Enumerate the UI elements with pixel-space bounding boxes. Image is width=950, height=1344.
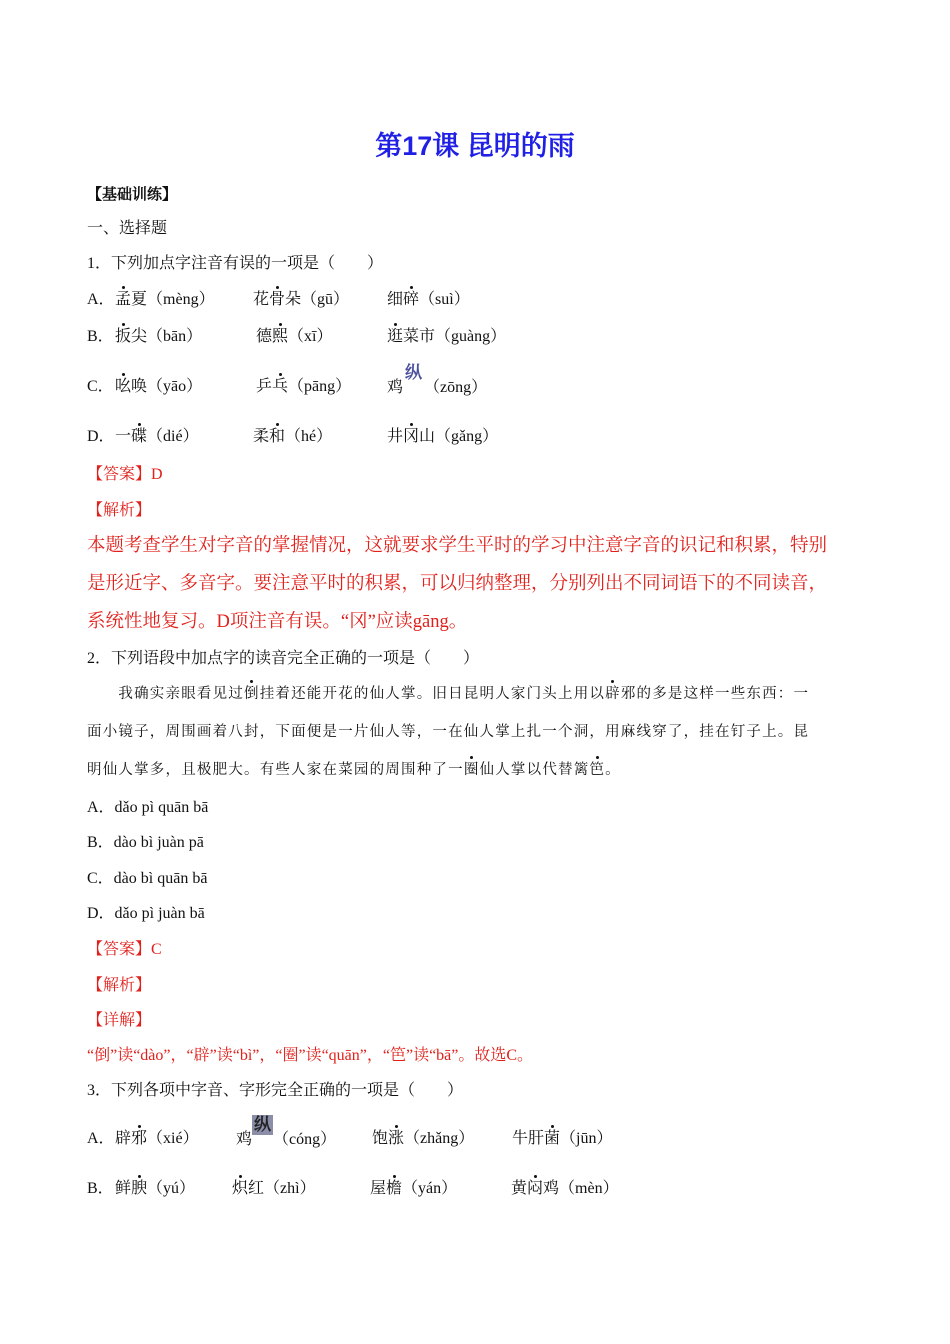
emphasized-char: 和	[269, 428, 286, 445]
text-segment: （pāng）	[288, 378, 352, 395]
emphasized-char: 闷	[527, 1180, 544, 1197]
option-label: B．	[87, 1180, 114, 1197]
text-segment: （hé）	[285, 428, 333, 445]
option-item	[387, 427, 498, 447]
emphasized-char: 冈	[403, 428, 420, 445]
option-item	[236, 1115, 337, 1150]
text-segment: （suì）	[419, 291, 470, 308]
emphasized-char: 逛	[387, 328, 404, 345]
option-item	[370, 1179, 457, 1199]
text-segment: （yán）	[402, 1180, 458, 1197]
emphasized-char: 乓	[272, 378, 289, 395]
option-item	[253, 290, 349, 310]
option-item	[115, 377, 202, 397]
page-title: 第17课 昆明的雨	[375, 131, 575, 161]
option-item	[387, 290, 470, 310]
q2-stem: 2．下列语段中加点字的读音完全正确的一项是（ ）	[87, 650, 480, 667]
text-segment: 黄	[511, 1180, 528, 1197]
option-item	[115, 1129, 199, 1149]
text-segment: 朵（gū）	[285, 291, 350, 308]
q2-option-a: A．dǎo pì quān bā	[87, 799, 209, 816]
text-segment: 明仙人掌多，且极肥大。有些人家在菜园的周围种了一	[87, 762, 464, 778]
text-segment: 花	[253, 291, 270, 308]
emphasized-char: 邪	[131, 1130, 148, 1147]
q3-option-b	[87, 1179, 787, 1203]
option-item	[256, 327, 332, 347]
q1-option-c	[87, 363, 787, 401]
text-segment: 夏（mèng）	[131, 291, 215, 308]
q3-option-a	[87, 1115, 787, 1153]
text-segment: 井	[387, 428, 404, 445]
emphasized-char: 倒	[244, 686, 260, 702]
text-segment: （xié）	[147, 1130, 199, 1147]
option-item	[253, 427, 332, 447]
option-label: D．	[87, 428, 115, 445]
text-segment: 一	[115, 428, 132, 445]
text-segment: 辟	[115, 1130, 132, 1147]
text-segment: 鲜	[115, 1180, 132, 1197]
part-heading: 一、选择题	[87, 220, 168, 237]
text-segment: 德	[256, 328, 273, 345]
text-segment: 牛肝	[512, 1130, 545, 1147]
embedded-char-image: 纵	[254, 1115, 272, 1134]
q1-analysis-line: 是形近字、多音字。要注意平时的积累，可以归纳整理，分别列出不同词语下的不同读音，	[87, 574, 828, 594]
emphasized-char: 圈	[463, 762, 480, 778]
option-item	[115, 427, 199, 447]
text-segment: 山（gǎng）	[419, 428, 499, 445]
embedded-char-image: 纵	[405, 363, 423, 382]
q1-option-d	[87, 427, 787, 451]
option-label: A．	[87, 291, 115, 308]
q1-analysis-label: 【解析】	[87, 502, 152, 519]
emphasized-char: 碎	[403, 291, 420, 308]
emphasized-char: 涨	[388, 1130, 405, 1147]
text-segment: （yú）	[147, 1180, 196, 1197]
text-segment: 乒	[256, 378, 273, 395]
text-segment: 尖（bān）	[131, 328, 203, 345]
option-label: C．	[87, 378, 114, 395]
text-segment: 屋	[370, 1180, 387, 1197]
text-segment: 唤（yāo）	[131, 378, 203, 395]
emphasized-char: 腴	[131, 1180, 148, 1197]
q2-option-c: C．dào bì quān bā	[87, 870, 208, 887]
text-segment: 。	[605, 762, 621, 778]
text-segment: （dié）	[147, 428, 199, 445]
q1-option-b	[87, 327, 787, 351]
emphasized-char: 檐	[386, 1180, 403, 1197]
option-label: B．	[87, 328, 114, 345]
q2-analysis-label: 【解析】	[87, 977, 152, 994]
emphasized-char: 炽	[232, 1180, 249, 1197]
text-segment: 挂着还能开花的仙人掌。旧日昆明人家门头上用以	[259, 686, 606, 702]
text-segment: （jūn）	[560, 1130, 613, 1147]
q1-option-a	[87, 290, 787, 314]
option-item	[387, 327, 506, 347]
q3-stem: 3．下列各项中字音、字形完全正确的一项是（ ）	[87, 1082, 464, 1099]
emphasized-char: 骨	[269, 291, 286, 308]
text-segment: 仙人掌以代替篱	[479, 762, 590, 778]
section-heading: 【基础训练】	[87, 185, 178, 203]
text-segment: （cóng）	[273, 1131, 337, 1148]
emphasized-char: 孟	[115, 291, 132, 308]
text-segment: 红（zhì）	[248, 1180, 316, 1197]
q2-detail-label: 【详解】	[87, 1012, 152, 1029]
option-item	[372, 1129, 474, 1149]
q1-stem: 1．下列加点字注音有误的一项是（ ）	[87, 255, 384, 272]
emphasized-char: 碟	[131, 428, 148, 445]
text-segment: 鸡	[236, 1131, 253, 1148]
text-segment: （zhǎng）	[404, 1130, 475, 1147]
q2-option-d: D．dǎo pì juàn bā	[87, 905, 205, 922]
option-label: A．	[87, 1130, 115, 1147]
q2-answer: 【答案】C	[87, 941, 162, 958]
option-item	[115, 290, 215, 310]
text-segment: （zōng）	[424, 379, 488, 396]
option-item	[232, 1179, 316, 1199]
text-segment: 菜市（guàng）	[403, 328, 507, 345]
emphasized-char: 笆	[589, 762, 606, 778]
text-segment: 饱	[372, 1130, 389, 1147]
option-item	[512, 1129, 612, 1149]
text-segment: 鸡（mèn）	[543, 1180, 619, 1197]
emphasized-char: 熙	[272, 328, 289, 345]
text-segment: （xī）	[288, 328, 333, 345]
option-item	[511, 1179, 619, 1199]
emphasized-char: 吆	[115, 378, 132, 395]
text-segment: 细	[387, 291, 404, 308]
q1-answer: 【答案】D	[87, 466, 163, 483]
option-item	[387, 363, 488, 398]
text-segment: 面小镜子，周围画着八封，下面便是一片仙人等，一在仙人掌上扎一个洞，用麻线穿了，挂在钉子上。昆	[87, 724, 810, 740]
emphasized-char: 扳	[115, 328, 132, 345]
q2-passage-line	[87, 722, 855, 742]
q2-passage-line	[87, 760, 855, 780]
text-segment: 鸡	[387, 379, 404, 396]
q2-detail: “倒”读“dào”，“辟”读“bì”，“圈”读“quān”，“笆”读“bā”。故选C。	[87, 1047, 534, 1064]
text-segment: 柔	[253, 428, 270, 445]
q2-passage-line	[87, 684, 855, 704]
option-item	[115, 327, 202, 347]
option-item	[115, 1179, 195, 1199]
text-segment: 我确实亲眼看见过	[87, 686, 244, 702]
q2-option-b: B．dào bì juàn pā	[87, 834, 204, 851]
text-segment: 邪的多是这样一些东西：一	[620, 686, 810, 702]
emphasized-char: 菌	[544, 1130, 561, 1147]
q1-analysis-line: 系统性地复习。D项注音有误。“冈”应读gāng。	[87, 612, 468, 632]
option-item	[256, 377, 351, 397]
emphasized-char: 辟	[605, 686, 621, 702]
q1-analysis-line: 本题考查学生对字音的掌握情况，这就要求学生平时的学习中注意字音的识记和积累，特别	[87, 536, 828, 556]
